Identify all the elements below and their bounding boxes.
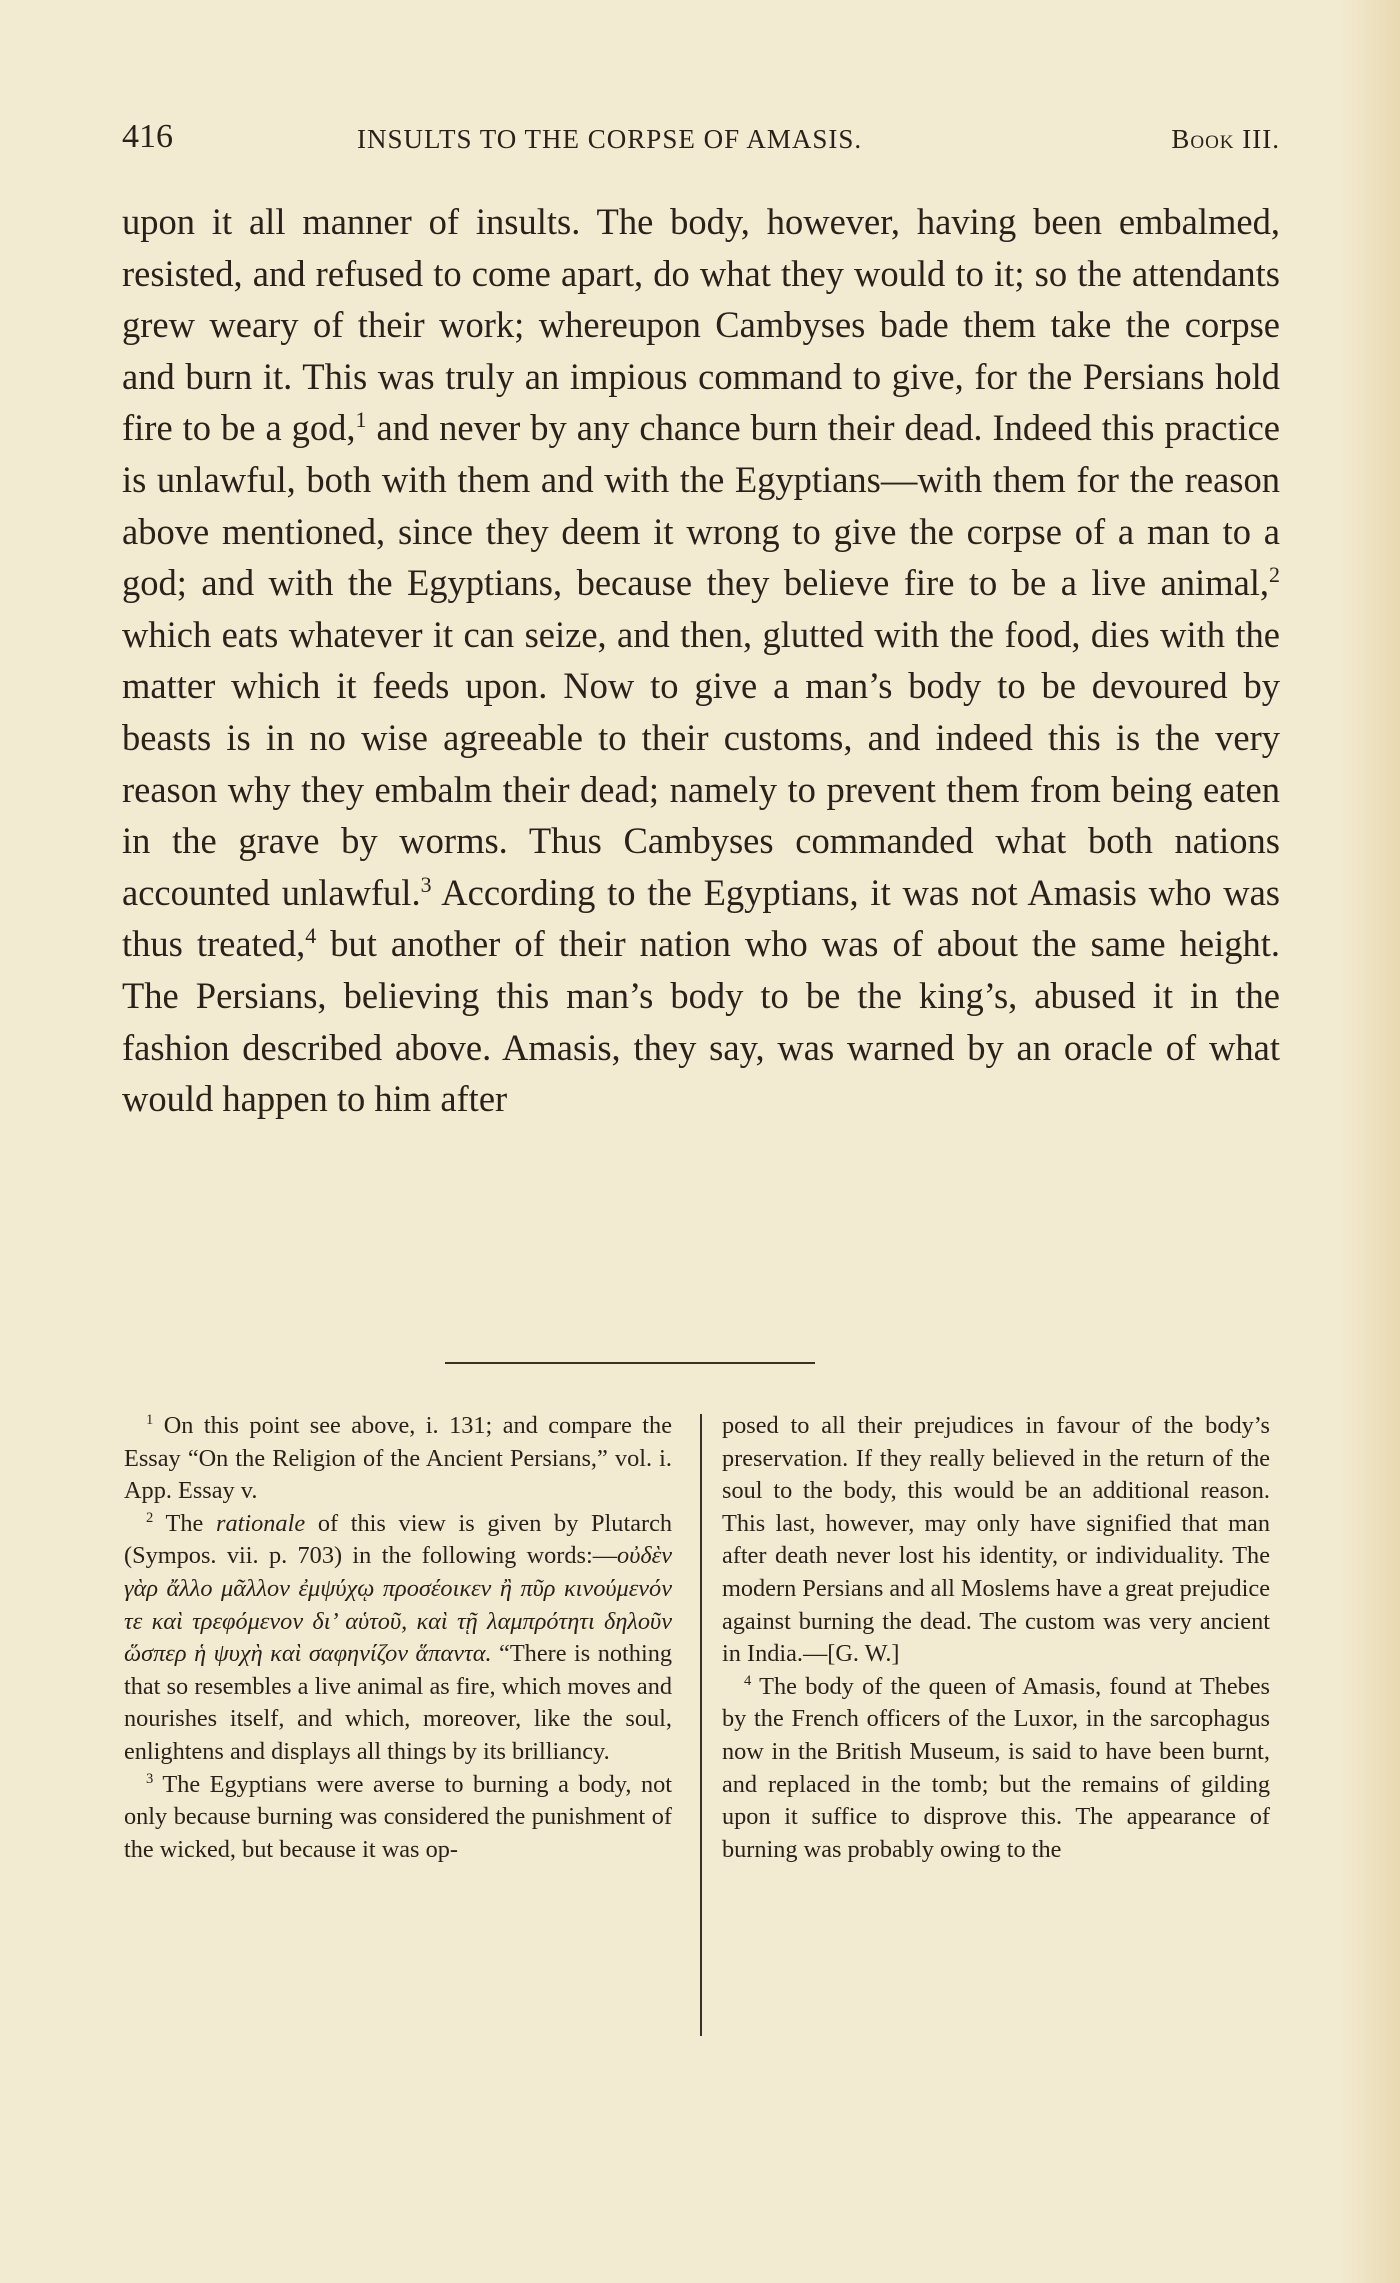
- footnote-number: 2: [146, 1509, 154, 1526]
- footnote-ref-4: 4: [305, 923, 317, 949]
- main-text-segment: and never by any chance burn their dead. Indeed this practice is unlawful, both with them and with the Egyptians—with them for the reason above mentioned, since they deem it wrong to give the corpse of a man to a god; and with the Egyptians, because they believe fire to be a live animal,: [122, 407, 1280, 604]
- footnote-divider: [445, 1362, 815, 1364]
- footnote-text: The body of the queen of Amasis, found at Thebes by the French officers of the Luxor, in the sarcophagus now in the British Museum, is said to have been burnt, and replaced in the tomb; but the remains of gilding upon it suffice to disprove this. The appearance of burning was probably owing to the: [722, 1672, 1270, 1863]
- footnote-number: 3: [146, 1770, 154, 1787]
- running-header: [122, 118, 1280, 162]
- main-text-segment: but another of their nation who was of about the same height. The Persians, believing this man’s body to be the king’s, abused it in the fashion described above. Amasis, they say, was warned by an oracle of what would happen to him after: [122, 923, 1280, 1120]
- page-edge-shadow: [1340, 0, 1400, 2283]
- footnotes: [124, 1410, 1280, 2040]
- greek-quotation: οὐδὲν γὰρ ἄλλο μᾶλλον ἐμψύχῳ προσέοικεν ἢ πῦρ κινούμενόν τε καὶ τρεφόμενον δι’ αὑτοῦ, καὶ τῇ λαμπρότητι δηλοῦν ὥσπερ ἡ ψυχὴ καὶ σαφηνίζον ἅπαντα.: [124, 1542, 672, 1668]
- footnote-ref-2: 2: [1269, 562, 1280, 587]
- footnote-text: On this point see above, i. 131; and compare the Essay “On the Religion of the Ancient Persians,” vol. i. App. Essay v.: [124, 1412, 672, 1505]
- footnote-text: “There is nothing that so resembles a live animal as fire, which moves and nourishes itself, and which, moreover, like the soul, enlightens and displays all things by its brilliancy.: [124, 1640, 672, 1765]
- footnote-column-left: [124, 1410, 672, 1866]
- footnote-text: posed to all their prejudices in favour of the body’s preservation. If they really believed in the return of the soul to the body, this would be an additional reason. This last, however, may only have signified that man after death never lost his identity, or individuality. The modern Persians and all Moslems have a great prejudice against burning the dead. The custom was very ancient in India.—[G. W.]: [722, 1412, 1270, 1668]
- footnote-text: The Egyptians were averse to burning a body, not only because burning was considered the punishment of the wicked, but because it was op-: [124, 1770, 672, 1863]
- footnote-text: of this view is given by Plutarch (Sympos. vii. p. 703) in the following words:—: [124, 1509, 673, 1570]
- book-label: Book III.: [1171, 124, 1280, 154]
- footnote-number: 4: [744, 1672, 752, 1689]
- footnote-text: The: [153, 1509, 217, 1537]
- column-rule: [700, 1414, 702, 2036]
- main-text-segment: which eats whatever it can seize, and then, glutted with the food, dies with the matter which it feeds upon. Now to give a man’s body to be devoured by beasts is in no wise agreeable to their customs, and indeed this is the very reason why they embalm their dead; namely to prevent them from being eaten in the grave by worms. Thus Cambyses commanded what both nations accounted unlawful.: [122, 613, 1280, 913]
- main-text-segment: upon it all manner of insults. The body, however, having been embalmed, resisted, and refused to come apart, do what they would to it; so the attendants grew weary of their work; whereupon Cambyses bade them take the corpse and burn it. This was truly an impious command to give, for the Persians hold fire to be a god,: [122, 201, 1280, 449]
- footnote-ref-1: 1: [355, 407, 367, 433]
- footnote-number: 1: [146, 1411, 154, 1428]
- footnote-3-continued: [722, 1410, 1270, 1671]
- footnote-4: [722, 1671, 1270, 1867]
- footnote-ref-3: 3: [420, 871, 432, 897]
- page-number: 416: [122, 118, 173, 155]
- footnote-1: [124, 1410, 672, 1508]
- footnote-column-right: [722, 1410, 1270, 1866]
- running-title: INSULTS TO THE CORPSE OF AMASIS.: [357, 124, 863, 154]
- footnote-emphasis: rationale: [216, 1509, 306, 1537]
- footnote-2: [124, 1508, 672, 1769]
- main-text-segment: According to the Egyptians, it was not Amasis who was thus treated,: [122, 871, 1280, 965]
- main-paragraph: [122, 196, 1280, 1125]
- footnote-3: [124, 1769, 672, 1867]
